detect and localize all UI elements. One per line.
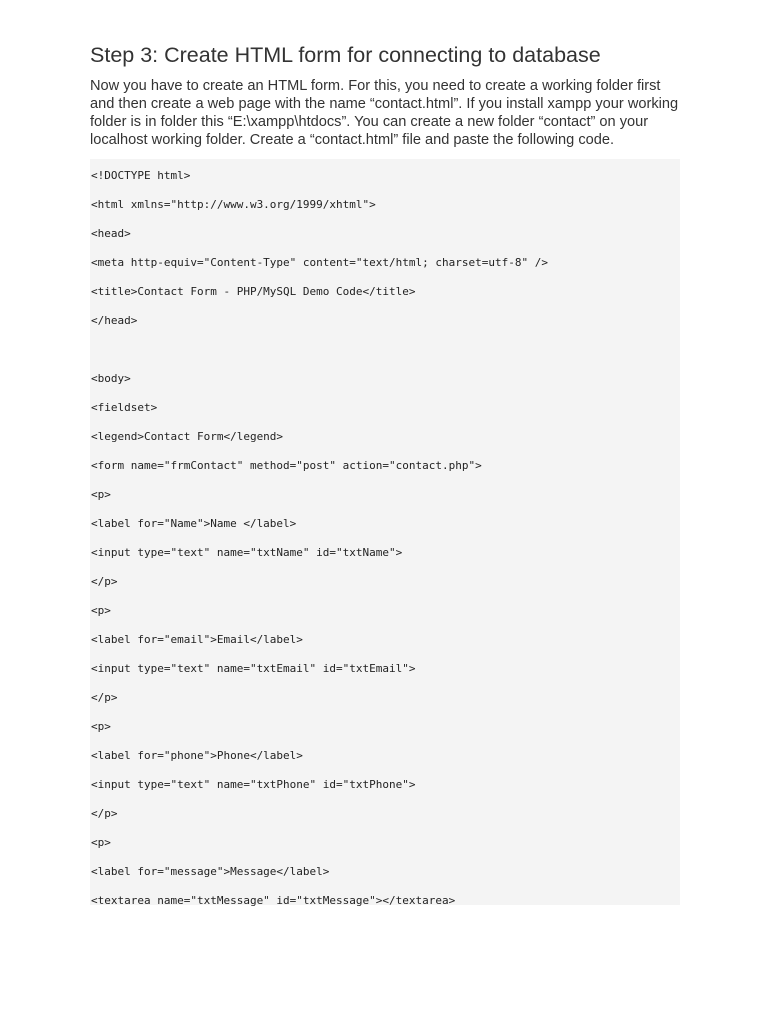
code-line: <p> <box>91 720 111 733</box>
code-line: <head> <box>91 227 131 240</box>
code-line: <input type="text" name="txtName" id="txtName"> <box>91 546 403 559</box>
intro-paragraph: Now you have to create an HTML form. For this, you need to create a working folder first and then create a web page with the name “contact.html”. If you install xampp your working folder is in folder this “E:\xampp\htdocs”. You can create a new folder “contact” on your localhost working folder. Create a “contact.html” file and paste the following code. <box>90 78 679 148</box>
code-line: <label for="message">Message</label> <box>91 865 330 878</box>
code-line: <legend>Contact Form</legend> <box>91 430 284 443</box>
code-line: </head> <box>91 314 138 327</box>
code-line: <label for="phone">Phone</label> <box>91 749 303 762</box>
code-line: <title>Contact Form - PHP/MySQL Demo Code</title> <box>91 285 416 298</box>
code-line: <!DOCTYPE html> <box>91 169 191 182</box>
code-line: <p> <box>91 604 111 617</box>
code-line: <label for="email">Email</label> <box>91 633 303 646</box>
document-page <box>90 40 680 905</box>
code-block <box>90 159 680 905</box>
code-line: <p> <box>91 488 111 501</box>
code-line: <form name="frmContact" method="post" action="contact.php"> <box>91 459 482 472</box>
code-line: </p> <box>91 691 118 704</box>
code-line: <p> <box>91 836 111 849</box>
code-line: </p> <box>91 575 118 588</box>
code-line: <meta http-equiv="Content-Type" content="text/html; charset=utf-8" /> <box>91 256 548 269</box>
code-line: <html xmlns="http://www.w3.org/1999/xhtml"> <box>91 198 376 211</box>
code-line-blank <box>90 335 680 364</box>
code-line: <label for="Name">Name </label> <box>91 517 297 530</box>
code-line: <fieldset> <box>91 401 158 414</box>
code-line: </p> <box>91 807 118 820</box>
step-heading: Step 3: Create HTML form for connecting to database <box>90 43 601 67</box>
code-line: <input type="text" name="txtEmail" id="txtEmail"> <box>91 662 416 675</box>
code-line: <input type="text" name="txtPhone" id="txtPhone"> <box>91 778 416 791</box>
code-line: <textarea name="txtMessage" id="txtMessage"></textarea> <box>91 894 456 907</box>
code-line: <body> <box>91 372 131 385</box>
